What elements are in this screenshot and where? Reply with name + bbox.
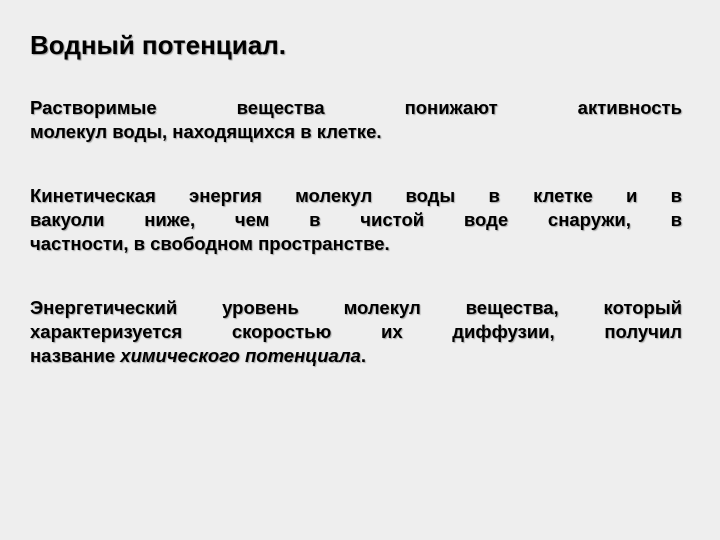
paragraph-punctuation: . bbox=[360, 345, 366, 366]
slide-title: Водный потенциал. bbox=[30, 30, 286, 60]
paragraph-line bbox=[30, 344, 682, 368]
paragraph-line: Энергетический уровень молекул вещества, который bbox=[30, 297, 682, 318]
paragraph-chemical-potential bbox=[30, 296, 682, 368]
paragraph-line: Кинетическая энергия молекул воды в клетке и в bbox=[30, 185, 682, 206]
paragraph-kinetic-energy bbox=[30, 184, 682, 256]
paragraph-solutes bbox=[30, 96, 682, 144]
paragraph-line: характеризуется скоростью их диффузии, получил bbox=[30, 321, 682, 342]
paragraph-text: название bbox=[30, 345, 121, 366]
paragraph-line: вакуоли ниже, чем в чистой воде снаружи, в bbox=[30, 209, 682, 230]
paragraph-line: частности, в свободном пространстве. bbox=[30, 233, 390, 254]
paragraph-line: Растворимые вещества понижают активность bbox=[30, 97, 682, 118]
emphasized-term: химического потенциала bbox=[120, 345, 361, 366]
paragraph-line: молекул воды, находящихся в клетке. bbox=[30, 121, 382, 142]
